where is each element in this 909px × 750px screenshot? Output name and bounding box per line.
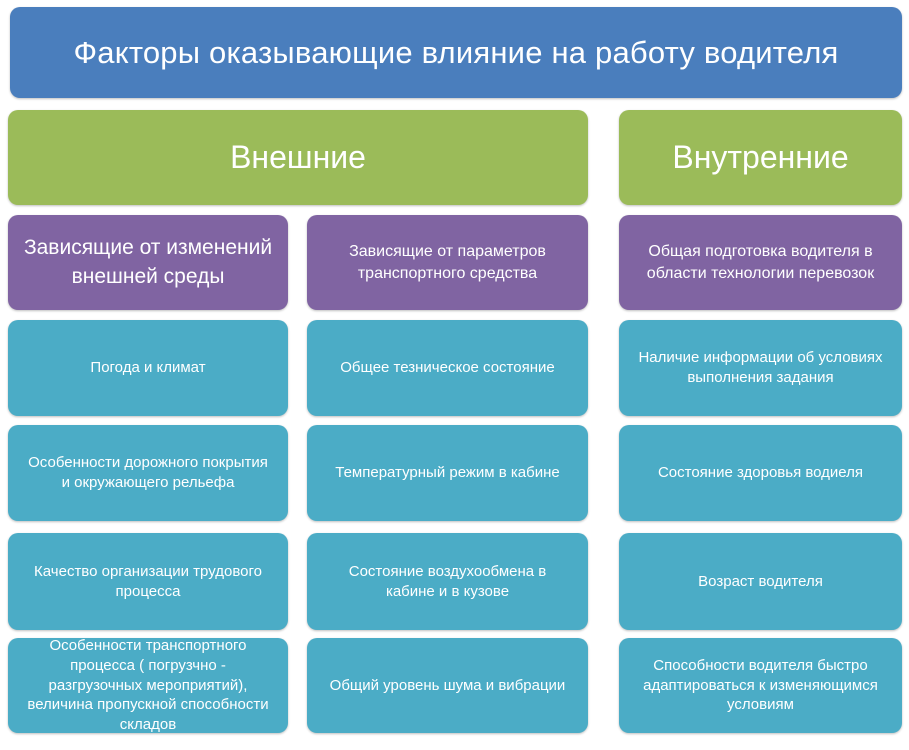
factor-card: Наличие информации об условиях выполнения задания bbox=[619, 320, 902, 416]
factor-card: Состояние здоровья водиеля bbox=[619, 425, 902, 521]
factor-card: Возраст водителя bbox=[619, 533, 902, 630]
factor-card: Качество организации трудового процесса bbox=[8, 533, 288, 630]
subheader-vehicle: Зависящие от параметров транспортного средства bbox=[307, 215, 588, 310]
diagram-title: Факторы оказывающие влияние на работу водителя bbox=[10, 7, 902, 98]
factor-card: Особенности дорожного покрытия и окружающего рельефа bbox=[8, 425, 288, 521]
factor-card: Способности водителя быстро адаптироваться к изменяющимся условиям bbox=[619, 638, 902, 733]
factor-card: Общее тезническое состояние bbox=[307, 320, 588, 416]
group-header-internal: Внутренние bbox=[619, 110, 902, 205]
subheader-driver: Общая подготовка водителя в области технологии перевозок bbox=[619, 215, 902, 310]
factor-card: Общий уровень шума и вибрации bbox=[307, 638, 588, 733]
group-header-external: Внешние bbox=[8, 110, 588, 205]
factor-card: Погода и климат bbox=[8, 320, 288, 416]
factor-card: Особенности транспортного процесса ( погрузчно - разгрузочных мероприятий), величина пропускной способности складов bbox=[8, 638, 288, 733]
factor-card: Температурный режим в кабине bbox=[307, 425, 588, 521]
factor-card: Состояние воздухообмена в кабине и в кузове bbox=[307, 533, 588, 630]
subheader-environment: Зависящие от изменений внешней среды bbox=[8, 215, 288, 310]
